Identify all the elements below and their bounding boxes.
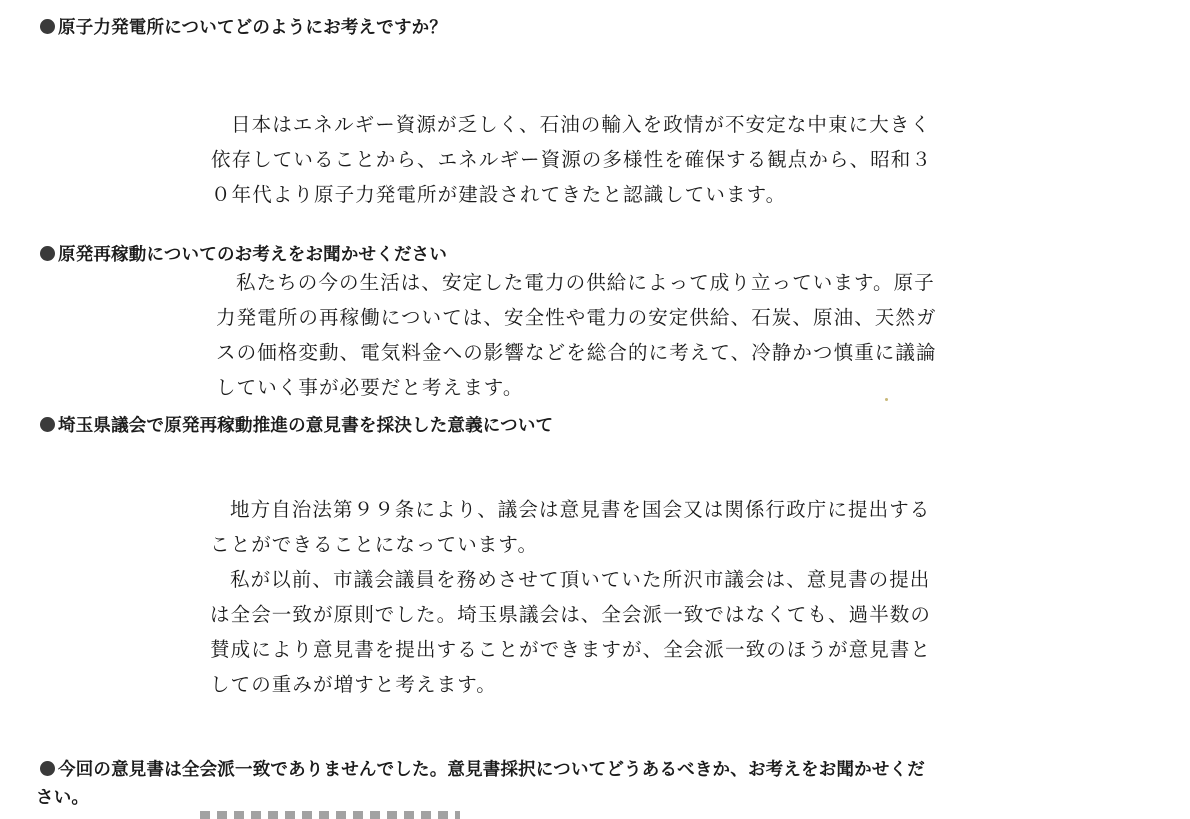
question-2-title: 原発再稼動についてのお考えをお聞かせください xyxy=(58,245,448,265)
answer-3-line: は全会一致が原則でした。埼玉県議会は、全会派一致ではなくても、過半数の xyxy=(210,603,932,626)
answer-3-line: しての重みが増すと考えます。 xyxy=(210,673,497,696)
answer-3-line: 私が以前、市議会議員を務めさせて頂いていた所沢市議会は、意見書の提出 xyxy=(230,568,931,591)
answer-1-line: 依存していることから、エネルギー資源の多様性を確保する観点から、昭和３ xyxy=(211,148,933,171)
paper-speck xyxy=(885,398,888,401)
answer-1-line: 日本はエネルギー資源が乏しく、石油の輸入を政情が不安定な中東に大きく xyxy=(231,113,932,136)
cut-off-text-fragment xyxy=(200,811,460,819)
bullet-icon xyxy=(40,246,55,261)
answer-3-line: 賛成により意見書を提出することができますが、全会派一致のほうが意見書と xyxy=(210,638,932,661)
answer-2 xyxy=(216,265,937,405)
answer-3-line: ことができることになっています。 xyxy=(210,533,539,556)
question-2-heading xyxy=(40,246,447,265)
answer-1 xyxy=(211,107,932,212)
bullet-icon xyxy=(40,417,55,432)
answer-3-line: 地方自治法第９９条により、議会は意見書を国会又は関係行政庁に提出する xyxy=(230,498,931,521)
question-4-title-continuation: さい。 xyxy=(36,788,90,808)
bullet-icon xyxy=(40,19,55,34)
question-3-title: 埼玉県議会で原発再稼動推進の意見書を採決した意義について xyxy=(58,416,554,436)
answer-2-line: 私たちの今の生活は、安定した電力の供給によって成り立っています。原子 xyxy=(236,271,935,294)
bullet-icon xyxy=(40,761,55,776)
question-1-title: 原子力発電所についてどのようにお考えですか？ xyxy=(58,18,448,38)
answer-1-line: ０年代より原子力発電所が建設されてきたと認識しています。 xyxy=(211,183,787,206)
question-3-heading xyxy=(40,417,553,436)
question-1-heading xyxy=(40,19,447,38)
answer-3 xyxy=(210,492,931,702)
answer-2-line: していく事が必要だと考えます。 xyxy=(216,376,524,399)
question-4-title: 今回の意見書は全会派一致でありませんでした。意見書採択についてどうあるべきか、お考えをお聞かせくだ xyxy=(58,760,925,780)
question-4-heading xyxy=(40,761,925,780)
answer-2-line: 力発電所の再稼働については、安全性や電力の安定供給、石炭、原油、天然ガ xyxy=(216,306,937,329)
answer-2-line: スの価格変動、電気料金への影響などを総合的に考えて、冷静かつ慎重に議論 xyxy=(216,341,937,364)
